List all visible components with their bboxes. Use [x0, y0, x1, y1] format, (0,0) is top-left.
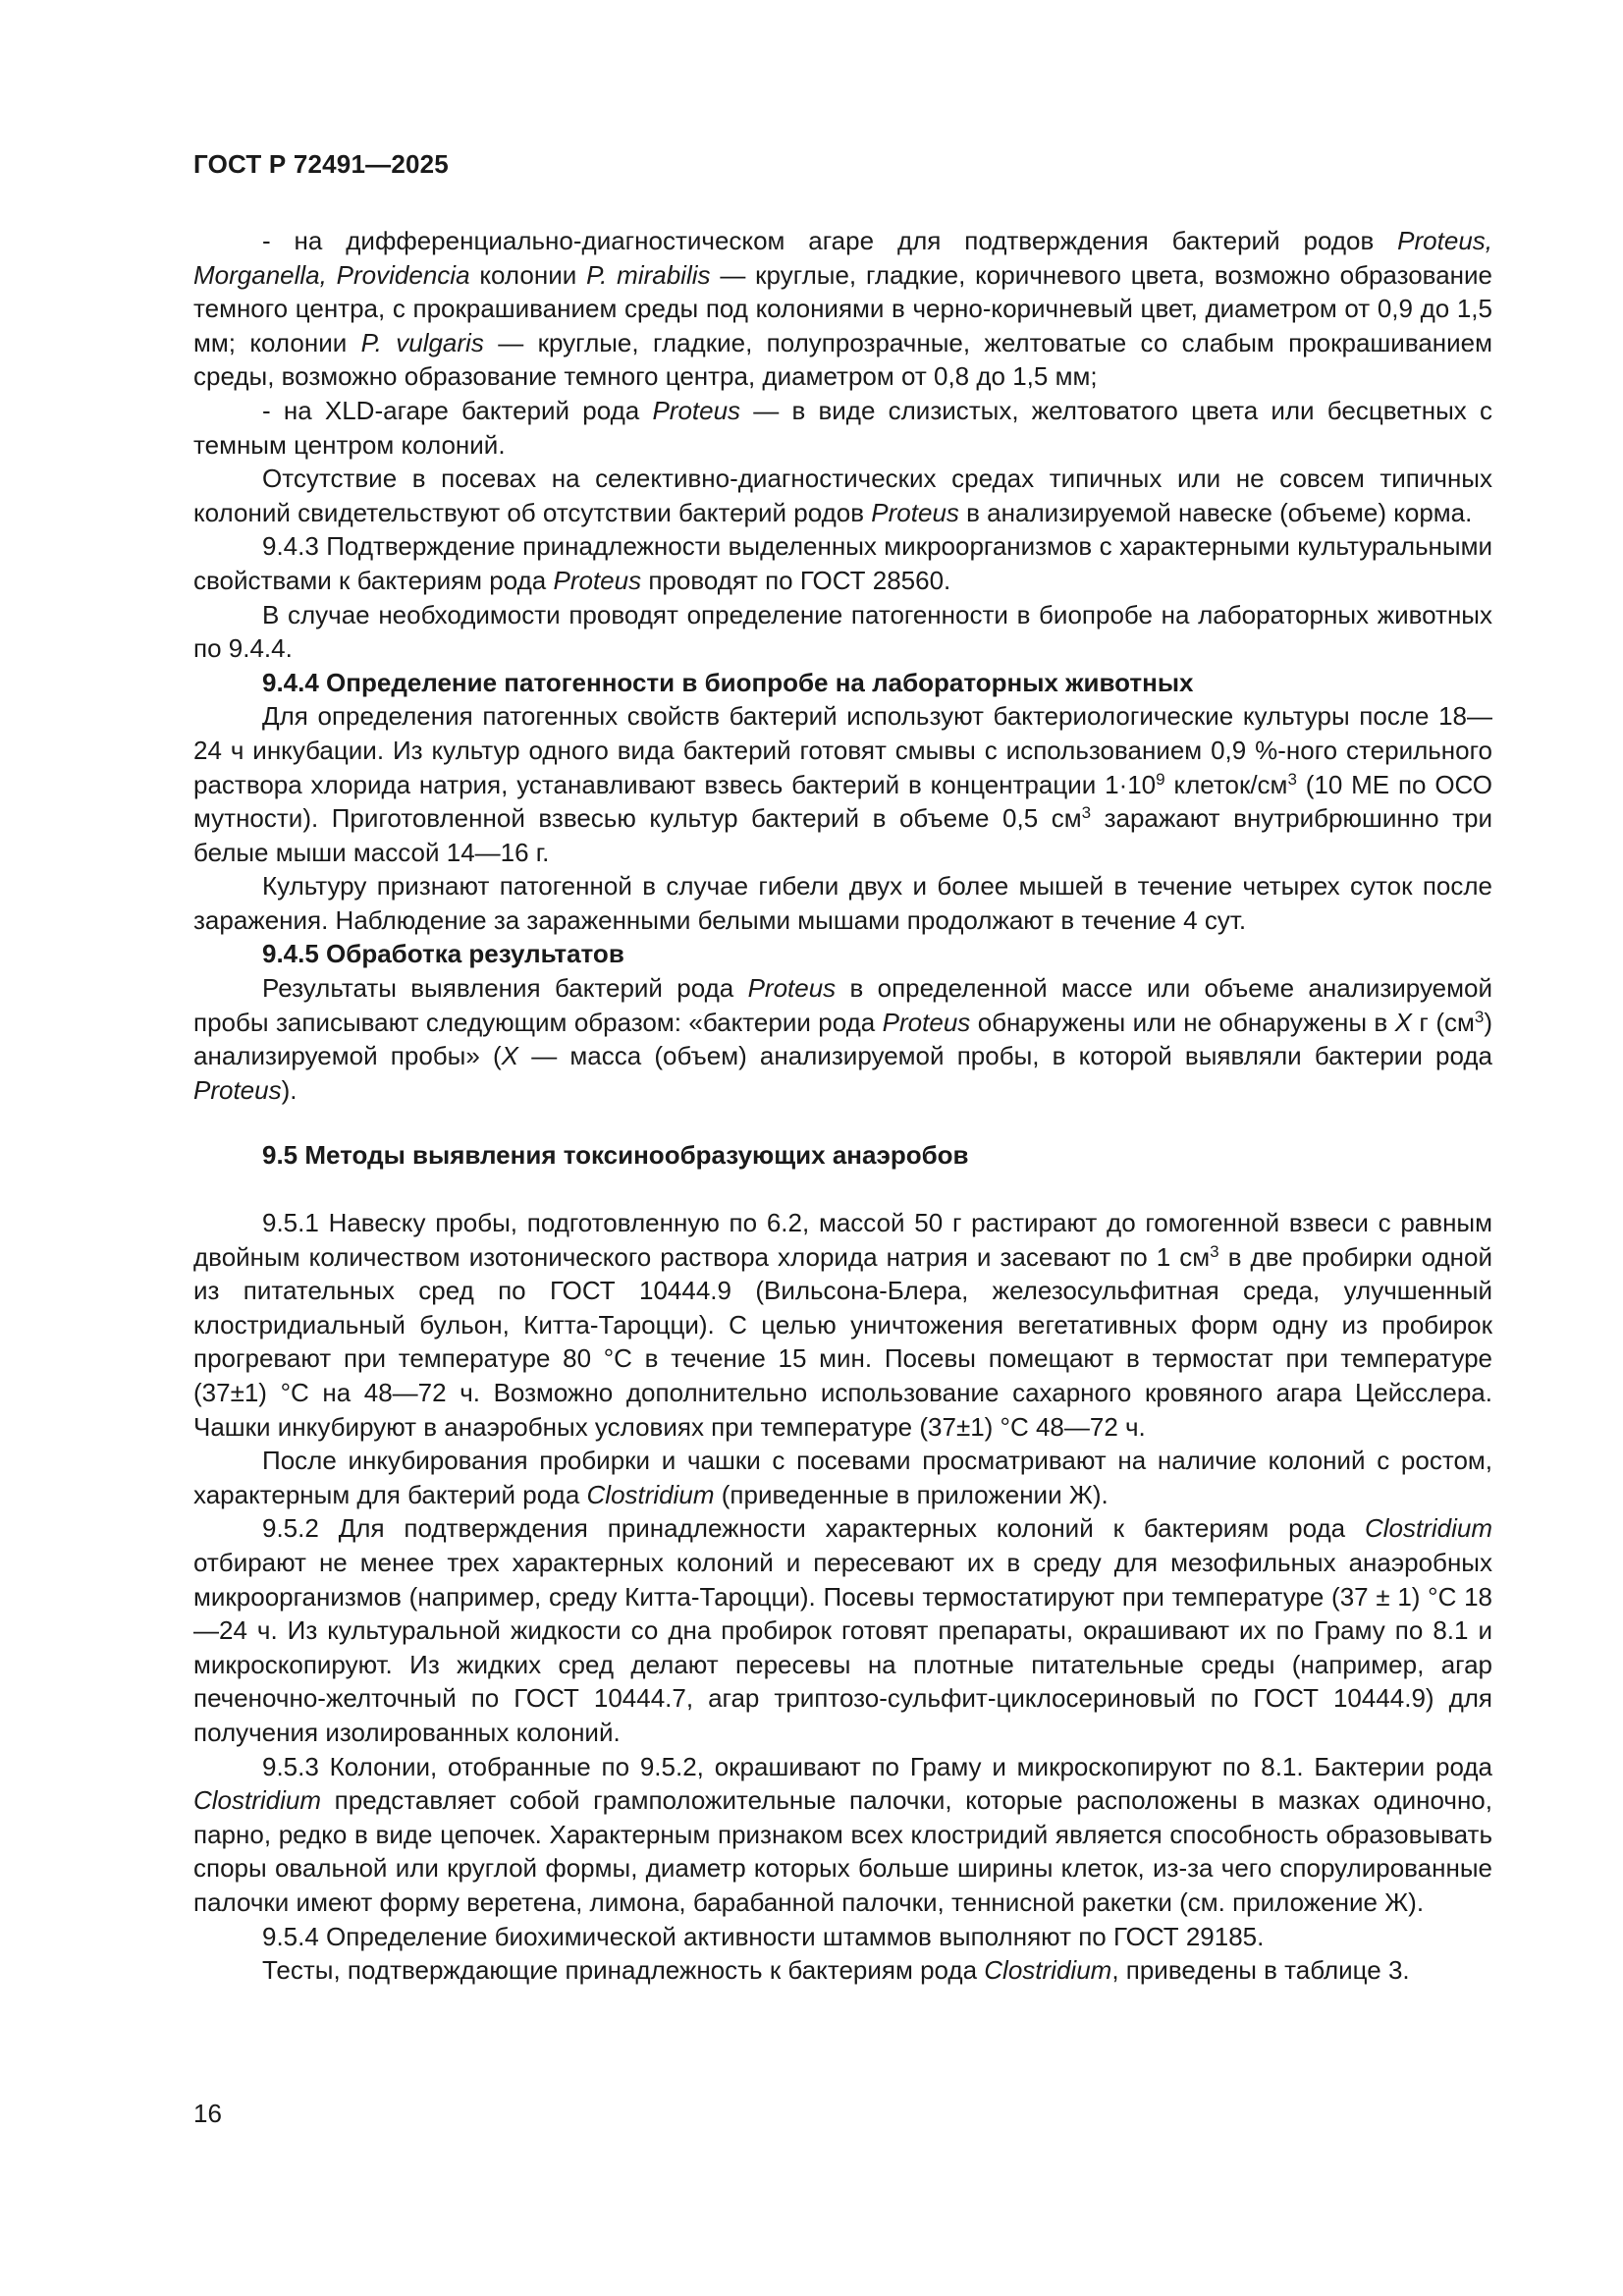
- paragraph: Культуру признают патогенной в случае гибели двух и более мышей в течение четырех суток после заражения. Наблюдение за зараженными белыми мышами продолжают в течение 4 сут.: [193, 871, 1492, 935]
- paragraph: 9.5.1 Навеску пробы, подготовленную по 6.2, массой 50 г растирают до гомогенной взвеси с равным двойным количеством изотонического раствора хлорида натрия и засевают по 1 $см^3$ в две пробирки одной из питательных сред по ГОСТ 10444.9 (Вильсона-Блера, железосульфитная среда, улучшенный клостридиальный бульон, Китта-Тароцци). С целью уничтожения вегетативных форм одну из пробирок прогревают при температуре 80 °С в течение 15 мин. Посевы помещают в термостат при температуре (37±1) °С на 48—72 ч. Возможно дополнительно использование сахарного кровяного агара Цейсслера. Чашки инкубируют в анаэробных условиях при температуре (37±1) °С 48—72 ч.: [193, 1208, 1492, 1442]
- paragraph: 9.5.3 Колонии, отобранные по 9.5.2, окрашивают по Граму и микроскопируют по 8.1. Бактерии рода Clostridium представляет собой грамположительные палочки, которые расположены в мазках одиночно, парно, редко в виде цепочек. Характерным признаком всех клостридий является способность образовывать споры овальной или круглой формы, диаметр которых больше ширины клеток, из-за чего спорулированные палочки имеют форму веретена, лимона, барабанной палочки, теннисной ракетки (см. приложение Ж).: [193, 1751, 1492, 1917]
- paragraph: 9.4.3 Подтверждение принадлежности выделенных микроорганизмов с характерными культуральными свойствами к бактериям рода Proteus проводят по ГОСТ 28560.: [193, 531, 1492, 595]
- section-heading: 9.5 Методы выявления токсинообразующих анаэробов: [262, 1140, 969, 1171]
- paragraph: Тесты, подтверждающие принадлежность к бактериям рода Clostridium, приведены в таблице 3.: [262, 1955, 1410, 1986]
- paragraph: Отсутствие в посевах на селективно-диагностических средах типичных или не совсем типичных колоний свидетельствуют об отсутствии бактерий родов Proteus в анализируемой навеске (объеме) корма.: [193, 464, 1492, 527]
- paragraph: В случае необходимости проводят определение патогенности в биопробе на лабораторных животных по 9.4.4.: [193, 599, 1492, 664]
- document-body: [193, 224, 1492, 1988]
- paragraph: После инкубирования пробирки и чашки с посевами просматривают на наличие колоний с ростом, характерным для бактерий рода Clostridium (приведенные в приложении Ж).: [193, 1446, 1492, 1509]
- paragraph: 9.5.4 Определение биохимической активности штаммов выполняют по ГОСТ 29185.: [262, 1921, 1265, 1951]
- paragraph: Для определения патогенных свойств бактерий используют бактериологические культуры после 18—24 ч инкубации. Из культур одного вида бактерий готовят смывы с использованием 0,9 %-ного стерильного раствора хлорида натрия, устанавливают взвесь бактерий в концентрации $1\cdot 10^9$ клеток/$см^3$ (10 МЕ по ОСО мутности). Приготовленной взвесью культур бактерий в объеме 0,5 $см^3$ заражают внутрибрюшинно три белые мыши массой 14—16 г.: [193, 701, 1493, 867]
- paragraph: - на дифференциально-диагностическом агаре для подтверждения бактерий родов Proteus, Morganella, Providencia колонии P. mirabilis — круглые, гладкие, коричневого цвета, возможно образование темного центра, с прокрашиванием среды под колониями в черно-коричневый цвет, диаметром от 0,9 до 1,5 мм; колонии P. vulgaris — круглые, гладкие, полупрозрачные, желтоватые со слабым прокрашиванием среды, возможно образование темного центра, диаметром от 0,8 до 1,5 мм;: [193, 226, 1493, 392]
- paragraph: 9.5.2 Для подтверждения принадлежности характерных колоний к бактериям рода Clostridium отбирают не менее трех характерных колоний и пересевают их в среду для мезофильных анаэробных микроорганизмов (например, среду Китта-Тароцци). Посевы термостатируют при температуре (37 ± 1) °С 18—24 ч. Из культуральной жидкости со дна пробирок готовят препараты, окрашивают их по Граму по 8.1 и микроскопируют. Из жидких сред делают пересевы на плотные питательные среды (например, агар печеночно-желточный по ГОСТ 10444.7, агар триптозо-сульфит-циклосериновый по ГОСТ 10444.9) для получения изолированных колоний.: [193, 1513, 1492, 1747]
- page-number: 16: [193, 2099, 222, 2128]
- section-heading: 9.4.4 Определение патогенности в биопробе на лабораторных животных: [262, 667, 1194, 697]
- paragraph: Результаты выявления бактерий рода Proteus в определенной массе или объеме анализируемой пробы записывают следующим образом: «бактерии рода Proteus обнаружены или не обнаружены в X г $(см^3)$ анализируемой пробы» (X — масса (объем) анализируемой пробы, в которой выявляли бактерии рода Proteus).: [193, 973, 1492, 1105]
- section-heading: 9.4.5 Обработка результатов: [262, 939, 624, 969]
- paragraph: - на XLD-агаре бактерий рода Proteus — в виде слизистых, желтоватого цвета или бесцветных с темным центром колоний.: [193, 395, 1493, 460]
- standard-header: ГОСТ Р 72491—2025: [193, 149, 449, 179]
